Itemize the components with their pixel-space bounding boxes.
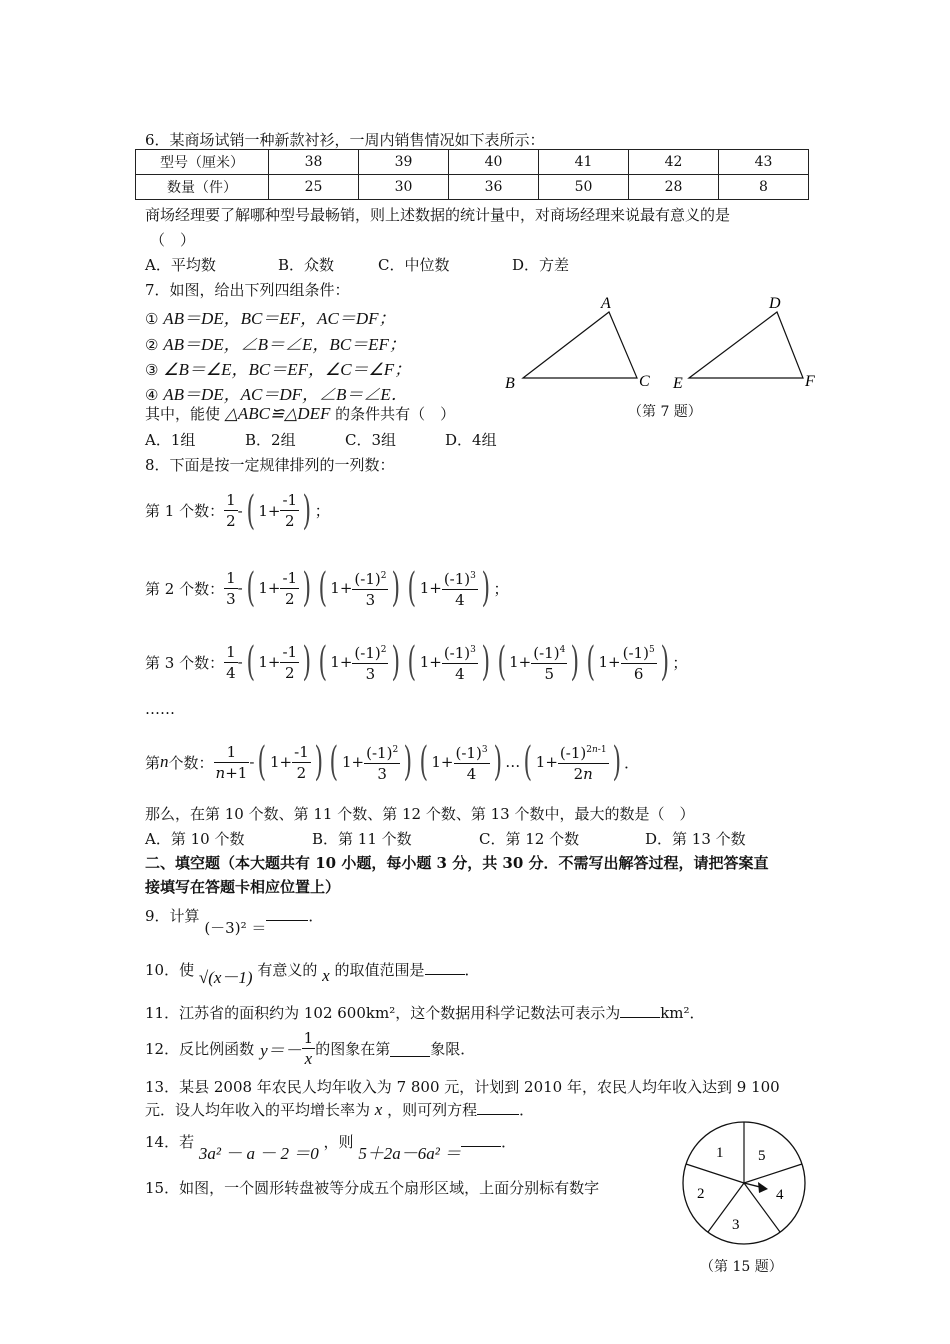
q7-choice-c: C．3组: [345, 431, 397, 449]
q13-line2-post: ，则可列方程: [387, 1101, 478, 1119]
table-cell: 38: [269, 150, 359, 175]
q12-math: y＝－: [260, 1041, 302, 1060]
table-cell: 42: [629, 150, 719, 175]
table-cell: 50: [539, 175, 629, 200]
q12-den: x: [304, 1049, 313, 1068]
q6-stem: 6．某商场试销一种新款衬衫，一周内销售情况如下表所示：: [145, 131, 545, 149]
section-2-heading-line2: 接填写在答题卡相应位置上）: [145, 878, 341, 896]
cond-text: ∠B＝∠E，BC＝EF，∠C＝∠F；: [163, 360, 412, 379]
q10-end: ．: [464, 961, 480, 979]
arrow-icon: [758, 1182, 768, 1193]
q7-stem: 7．如图，给出下列四组条件：: [145, 281, 350, 299]
q6-choice-c: C．中位数: [378, 256, 450, 274]
q7-cond-3: [145, 355, 411, 380]
cond-num: ②: [145, 336, 159, 354]
q9-math: (－3)² ＝: [204, 919, 267, 937]
q13-var: x: [374, 1100, 383, 1119]
table-cell: 39: [359, 150, 449, 175]
q8-row-label: 第 1 个数：: [145, 502, 225, 520]
q9-pre: 9．计算: [145, 907, 200, 925]
sector-label: 5: [758, 1148, 766, 1164]
table-cell: 30: [359, 175, 449, 200]
cond-num: ④: [145, 386, 159, 404]
q9: [145, 905, 324, 937]
q8-row-1: 第 1 个数： $\frac{1}{2}$ - ( 1+ $\frac{-1}{2}$ ) ；: [145, 487, 330, 534]
table-row: [136, 175, 809, 200]
q14-math2: 5＋2a－6a² ＝: [358, 1144, 462, 1163]
table-cell: 8: [719, 175, 809, 200]
q7-question-pre: 其中，能使: [145, 405, 221, 423]
cond-text: AB＝DE，BC＝EF，AC＝DF；: [163, 309, 396, 328]
table-cell: 40: [449, 150, 539, 175]
q6-choice-d: D．方差: [512, 256, 570, 274]
q12-post: 的图象在第: [315, 1040, 391, 1058]
label-f: F: [805, 373, 815, 390]
q8-row-label: 第 3 个数：: [145, 653, 225, 672]
q6-question: 商场经理要了解哪种型号最畅销，则上述数据的统计量中，对商场经理来说最有意义的是: [145, 206, 731, 224]
q12-num: 1: [303, 1029, 314, 1047]
cond-text: AB＝DE，∠B＝∠E，BC＝EF；: [163, 335, 406, 354]
table-cell: 25: [269, 175, 359, 200]
q7-cond-1: [145, 304, 396, 329]
label-a: A: [601, 295, 611, 312]
triangles-figure: [495, 290, 825, 400]
table-cell: 36: [449, 175, 539, 200]
section-2-heading-line1: 二、填空题（本大题共有 10 小题，每小题 3 分，共 30 分．不需写出解答过程，请把答案直: [145, 854, 769, 872]
table-cell: 43: [719, 150, 809, 175]
q14: [145, 1127, 517, 1163]
q8-row-label: 个数：: [168, 753, 214, 772]
sector-label: 3: [732, 1217, 740, 1233]
q10-var: x: [322, 966, 330, 985]
q8-stem: 8．下面是按一定规律排列的一列数：: [145, 456, 395, 474]
sales-table: [135, 149, 809, 200]
q8-row-label: 第 2 个数：: [145, 579, 225, 598]
q10-post: 的取值范围是: [334, 961, 425, 979]
fraction: $\frac{-1}{2}$: [282, 491, 298, 530]
q10-mid: 有意义的: [257, 961, 318, 979]
q7-question-post: 的条件共有（ ）: [335, 405, 456, 423]
q11-unit: km²．: [660, 1004, 705, 1022]
q7-caption: （第 7 题）: [628, 404, 702, 420]
q15-text: 15．如图，一个圆形转盘被等分成五个扇形区域，上面分别标有数字: [145, 1179, 600, 1197]
q7-cond-4: [145, 380, 408, 405]
q8-row-n: 第 n 个数： $\frac{1}{n+1}$ - ( 1+ $\frac{-1}{2}$ ) ( 1+ $\frac{(-1)^2}{3}$ ) ( 1+ $\frac{(-1)^3}{4}$ ) … ( 1+ $\frac{(-1)^{2n-1}}{2n}$ ) ．: [145, 739, 640, 785]
q10-pre: 10．使: [145, 961, 195, 979]
cond-num: ①: [145, 310, 159, 328]
q13-line1: 13．某县 2008 年农民人均年收入为 7 800 元，计划到 2010 年，农民人均年收入达到 9 100: [145, 1078, 780, 1096]
q12-pre: 12．反比例函数: [145, 1040, 255, 1058]
q7-choice-a: A．1组: [145, 431, 196, 449]
q13-end: ．: [519, 1101, 535, 1119]
fraction: $\frac{1}{2}$: [226, 491, 236, 530]
q14-math1: 3a² － a － 2 ＝0: [198, 1144, 319, 1163]
q10-math: √(x－1): [198, 968, 253, 987]
q7-question-math: △ABC≌△DEF: [224, 404, 331, 423]
sector-label: 1: [716, 1145, 724, 1161]
table-cell: 型号（厘米）: [136, 150, 269, 175]
q11: [145, 1002, 705, 1023]
q6-choice-a: A．平均数: [145, 256, 216, 274]
q8-row-3: 第 3 个数： $\frac{1}{4}$ - ( 1+ $\frac{-1}{2}$ ) ( 1+ $\frac{(-1)^2}{3}$ ) ( 1+ $\frac{(-1)^3}{4}$ ) ( 1+ $\frac{(-1)^4}{5}$ ) ( 1+ $\frac{(-1)^5}{6}$ ) ；: [145, 639, 688, 685]
sector-label: 2: [697, 1186, 705, 1202]
table-cell: 41: [539, 150, 629, 175]
q12-end: 象限．: [430, 1040, 476, 1058]
q7-cond-2: [145, 330, 406, 355]
q10: [145, 955, 480, 987]
q8-n-var: n: [160, 752, 169, 771]
q8-choice-d: D．第 13 个数: [645, 830, 746, 848]
q15-caption: （第 15 题）: [700, 1259, 783, 1275]
q8-choice-b: B．第 11 个数: [312, 830, 412, 848]
q13-line2: [145, 1099, 534, 1120]
q12: [145, 1028, 475, 1069]
q8-question: 那么，在第 10 个数、第 11 个数、第 12 个数、第 13 个数中，最大的数是（ ）: [145, 805, 695, 823]
cond-text: AB＝DE，AC＝DF，∠B＝∠E．: [163, 385, 408, 404]
q14-pre: 14．若: [145, 1133, 195, 1151]
label-d: D: [769, 295, 781, 312]
q8-ellipsis: ……: [145, 700, 175, 718]
table-cell: 数量（件）: [136, 175, 269, 200]
label-c: C: [639, 373, 650, 390]
q7-question: [145, 403, 455, 424]
q7-choice-d: D．4组: [445, 431, 497, 449]
q11-text: 11．江苏省的面积约为 102 600km²，这个数据用科学记数法可表示为: [145, 1004, 621, 1022]
q8-choice-a: A．第 10 个数: [145, 830, 245, 848]
q6-paren: （ ）: [150, 231, 196, 249]
label-b: B: [505, 375, 515, 392]
triangle-def: [689, 312, 803, 378]
label-e: E: [673, 375, 683, 392]
q6-choice-b: B．众数: [278, 256, 335, 274]
q8-row-2: 第 2 个数： $\frac{1}{3}$ - ( 1+ $\frac{-1}{2}$ ) ( 1+ $\frac{(-1)^2}{3}$ ) ( 1+ $\frac{(-1)^3}{4}$ ) ；: [145, 565, 509, 611]
q8-choice-c: C．第 12 个数: [479, 830, 580, 848]
q9-post: ．: [308, 907, 324, 925]
triangle-abc: [523, 312, 637, 378]
q7-choice-b: B．2组: [245, 431, 296, 449]
table-row: [136, 150, 809, 175]
q13-line2-pre: 元．设人均年收入的平均增长率为: [145, 1101, 371, 1119]
q14-mid: ，则: [323, 1133, 354, 1151]
spinner-figure: [680, 1118, 810, 1248]
q14-end: ．: [501, 1133, 517, 1151]
q8-row-label: 第: [145, 753, 161, 772]
cond-num: ③: [145, 361, 159, 379]
sector-label: 4: [776, 1187, 784, 1203]
table-cell: 28: [629, 175, 719, 200]
